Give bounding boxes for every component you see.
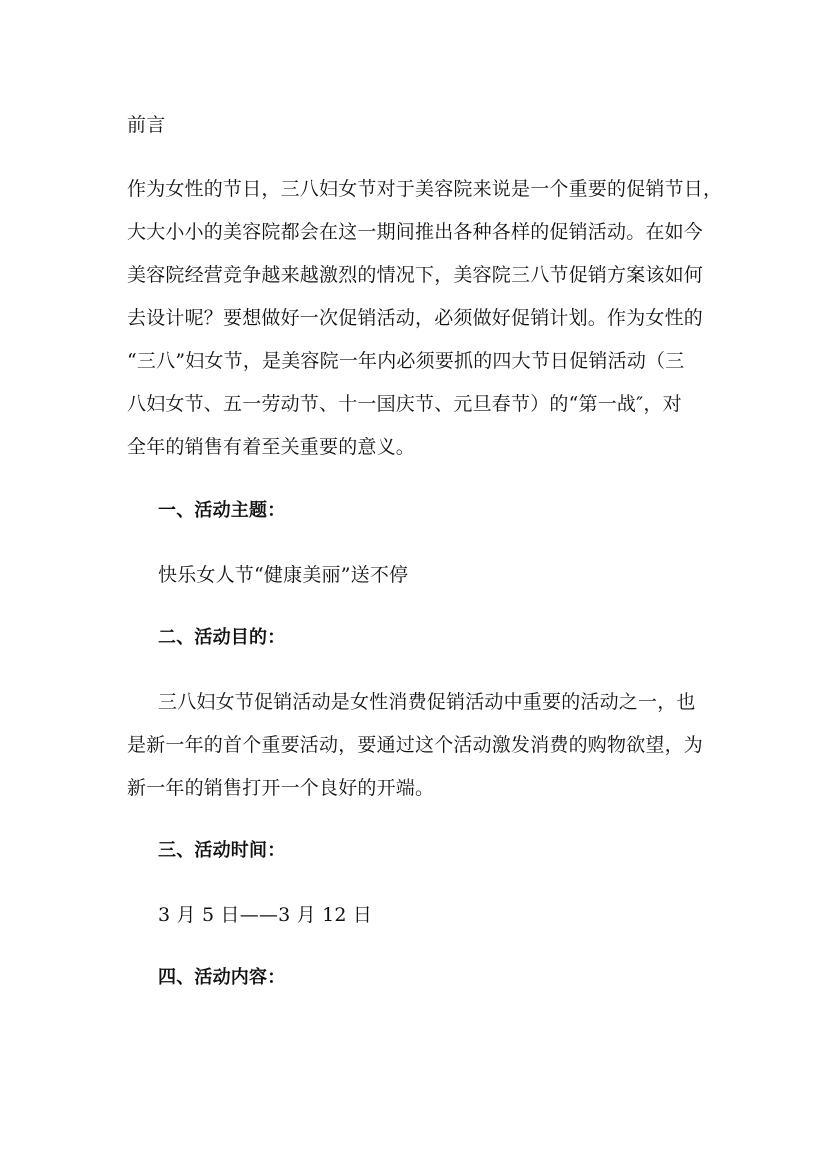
section-3-text: 3 月 5 日——3 月 12 日 [158, 904, 373, 926]
section-2-line-3: 新一年的销售打开一个良好的开端。 [127, 777, 435, 799]
section-2-heading: 二、活动目的： [158, 627, 286, 648]
intro-line-6: 八妇女节、五一劳动节、十一国庆节、元旦春节）的“第一战″，对 [127, 393, 682, 415]
preface-title: 前言 [127, 114, 166, 136]
section-2-line-2: 是新一年的首个重要活动，要通过这个活动激发消费的购物欲望，为 [127, 734, 704, 756]
intro-line-1: 作为女性的节日，三八妇女节对于美容院来说是一个重要的促销节日， [127, 178, 723, 200]
intro-line-7: 全年的销售有着至关重要的意义。 [127, 436, 416, 458]
section-1-text: 快乐女人节“健康美丽”送不停 [158, 564, 409, 586]
section-4-heading: 四、活动内容： [158, 967, 286, 988]
section-2-line-1: 三八妇女节促销活动是女性消费促销活动中重要的活动之一，也 [158, 691, 696, 713]
intro-line-4: 去设计呢？要想做好一次促销活动，必须做好促销计划。作为女性的 [127, 307, 704, 329]
section-1-heading: 一、活动主题： [158, 500, 286, 521]
section-3-heading: 三、活动时间： [158, 840, 286, 861]
intro-line-5: “三八”妇女节，是美容院一年内必须要抓的四大节日促销活动（三 [127, 350, 685, 372]
intro-line-2: 大大小小的美容院都会在这一期间推出各种各样的促销活动。在如今 [127, 221, 704, 243]
intro-line-3: 美容院经营竞争越来越激烈的情况下，美容院三八节促销方案该如何 [127, 264, 704, 286]
